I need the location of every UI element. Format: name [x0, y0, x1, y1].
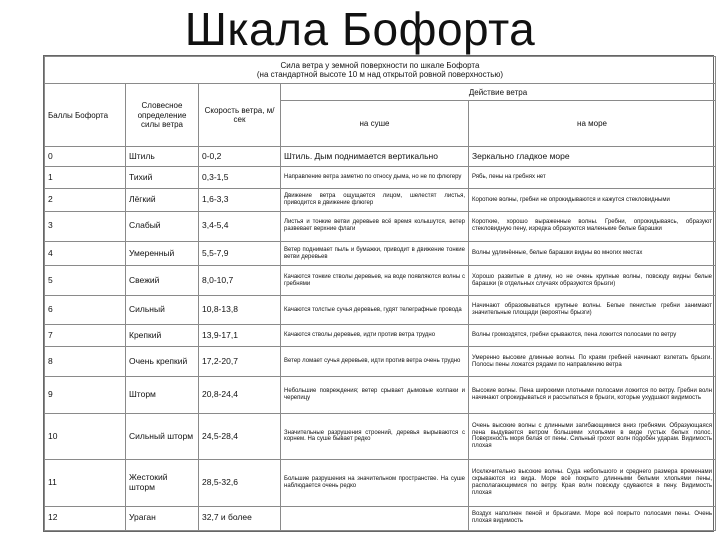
header-effect: Действие ветра: [281, 84, 716, 101]
speed-cell: 17,2-20,7: [199, 347, 281, 377]
speed-cell: 28,5-32,6: [199, 460, 281, 506]
speed-cell: 0,3-1,5: [199, 167, 281, 189]
verbal-cell: Шторм: [126, 377, 199, 413]
score-cell: 1: [45, 167, 126, 189]
score-cell: 3: [45, 211, 126, 241]
score-cell: 9: [45, 377, 126, 413]
land-effect-cell: Ветер ломает сучья деревьев, идти против ветра очень трудно: [281, 347, 469, 377]
verbal-cell: Лёгкий: [126, 189, 199, 211]
sea-effect-cell: Короткие волны, гребни не опрокидываются и кажутся стекловидными: [469, 189, 716, 211]
score-cell: 0: [45, 146, 126, 166]
speed-cell: 3,4-5,4: [199, 211, 281, 241]
verbal-cell: Сильный шторм: [126, 413, 199, 459]
score-cell: 2: [45, 189, 126, 211]
verbal-cell: Слабый: [126, 211, 199, 241]
speed-cell: 20,8-24,4: [199, 377, 281, 413]
sea-effect-cell: Высокие волны. Пена широкими плотными полосами ложится по ветру. Гребни волн начинают опрокидываться и рассыпаться в брызги, которые ухудшают видимость: [469, 377, 716, 413]
land-effect-cell: Ветер поднимает пыль и бумажки, приводит в движение тонкие ветви деревьев: [281, 241, 469, 265]
header-land: на суше: [281, 101, 469, 146]
table-row: [45, 211, 716, 241]
score-cell: 8: [45, 347, 126, 377]
sea-effect-cell: Волны удлинённые, белые барашки видны во многих местах: [469, 241, 716, 265]
land-effect-cell: Качаются тонкие стволы деревьев, на воде появляются волны с гребнями: [281, 266, 469, 296]
sea-effect-cell: Исключительно высокие волны. Суда небольшого и среднего размера временами скрываются из вида. Море всё покрыто длинными белыми хлопьями пены, располагающимися по ветру. Края волн повсюду сдуваются в пену. Видимость плохая: [469, 460, 716, 506]
sea-effect-cell: Воздух наполнен пеной и брызгами. Море всё покрыто полосами пены. Очень плохая видимость: [469, 506, 716, 530]
header-row-1: [45, 84, 716, 101]
table-row: [45, 189, 716, 211]
speed-cell: 8,0-10,7: [199, 266, 281, 296]
header-speed: Скорость ветра, м/сек: [199, 84, 281, 147]
table-row: [45, 324, 716, 346]
land-effect-cell: Направление ветра заметно по относу дыма, но не по флюгеру: [281, 167, 469, 189]
verbal-cell: Штиль: [126, 146, 199, 166]
score-cell: 10: [45, 413, 126, 459]
header-score: Баллы Бофорта: [45, 84, 126, 147]
verbal-cell: Умеренный: [126, 241, 199, 265]
sea-effect-cell: Хорошо развитые в длину, но не очень крупные волны, повсюду видны белые барашки (в отдельных случаях образуются брызги): [469, 266, 716, 296]
verbal-cell: Тихий: [126, 167, 199, 189]
caption-row: [45, 57, 716, 84]
table-row: [45, 266, 716, 296]
caption-line-1: Сила ветра у земной поверхности по шкале Бофорта: [280, 60, 480, 70]
score-cell: 4: [45, 241, 126, 265]
header-verbal: Словесное определение силы ветра: [126, 84, 199, 147]
speed-cell: 1,6-3,3: [199, 189, 281, 211]
speed-cell: 24,5-28,4: [199, 413, 281, 459]
table-row: [45, 347, 716, 377]
sea-effect-cell: Рябь, пены на гребнях нет: [469, 167, 716, 189]
table-row: [45, 506, 716, 530]
speed-cell: 0-0,2: [199, 146, 281, 166]
table-row: [45, 146, 716, 166]
score-cell: 5: [45, 266, 126, 296]
table-row: [45, 241, 716, 265]
land-effect-cell: Большие разрушения на значительном пространстве. На суше наблюдается очень редко: [281, 460, 469, 506]
score-cell: 6: [45, 296, 126, 324]
land-effect-cell: Штиль. Дым поднимается вертикально: [281, 146, 469, 166]
score-cell: 11: [45, 460, 126, 506]
score-cell: 7: [45, 324, 126, 346]
land-effect-cell: Качаются стволы деревьев, идти против ветра трудно: [281, 324, 469, 346]
table-row: [45, 167, 716, 189]
sea-effect-cell: Умеренно высокие длинные волны. По краям гребней начинают взлетать брызги. Полосы пены ложатся рядами по направлению ветра: [469, 347, 716, 377]
table-row: [45, 296, 716, 324]
header-sea: на море: [469, 101, 716, 146]
verbal-cell: Ураган: [126, 506, 199, 530]
verbal-cell: Сильный: [126, 296, 199, 324]
verbal-cell: Очень крепкий: [126, 347, 199, 377]
verbal-cell: Свежий: [126, 266, 199, 296]
speed-cell: 5,5-7,9: [199, 241, 281, 265]
land-effect-cell: [281, 506, 469, 530]
sea-effect-cell: Короткие, хорошо выраженные волны. Гребни, опрокидываясь, образуют стекловидную пену, изредка образуются маленькие белые барашки: [469, 211, 716, 241]
table-row: [45, 460, 716, 506]
sea-effect-cell: Волны громоздятся, гребни срываются, пена ложится полосами по ветру: [469, 324, 716, 346]
verbal-cell: Крепкий: [126, 324, 199, 346]
sea-effect-cell: Начинают образовываться крупные волны. Белые пенистые гребни занимают значительные площади (вероятны брызги): [469, 296, 716, 324]
speed-cell: 13,9-17,1: [199, 324, 281, 346]
sea-effect-cell: Очень высокие волны с длинными загибающимися вниз гребнями. Образующаяся пена выдувается ветром большими хлопьями в виде густых белых полос. Поверхность моря белая от пены. Сильный грохот волн подобен ударам. Видимость плохая: [469, 413, 716, 459]
caption-line-2: (на стандартной высоте 10 м над открытой ровной поверхностью): [256, 70, 504, 80]
land-effect-cell: Движение ветра ощущается лицом, шелестят листья, приводится в движение флюгер: [281, 189, 469, 211]
land-effect-cell: Небольшие повреждения; ветер срывает дымовые колпаки и черепицу: [281, 377, 469, 413]
land-effect-cell: Листья и тонкие ветви деревьев всё время колышутся, ветер развевает верхние флаги: [281, 211, 469, 241]
table-row: [45, 413, 716, 459]
speed-cell: 32,7 и более: [199, 506, 281, 530]
beaufort-table-container: [43, 55, 714, 532]
speed-cell: 10,8-13,8: [199, 296, 281, 324]
land-effect-cell: Значительные разрушения строений, деревья вырываются с корнем. На суше бывает редко: [281, 413, 469, 459]
table-row: [45, 377, 716, 413]
sea-effect-cell: Зеркально гладкое море: [469, 146, 716, 166]
verbal-cell: Жестокий шторм: [126, 460, 199, 506]
table-caption: [45, 57, 716, 84]
land-effect-cell: Качаются толстые сучья деревьев, гудят телеграфные провода: [281, 296, 469, 324]
page-title: Шкала Бофорта: [184, 3, 536, 55]
score-cell: 12: [45, 506, 126, 530]
beaufort-table: [44, 56, 716, 531]
